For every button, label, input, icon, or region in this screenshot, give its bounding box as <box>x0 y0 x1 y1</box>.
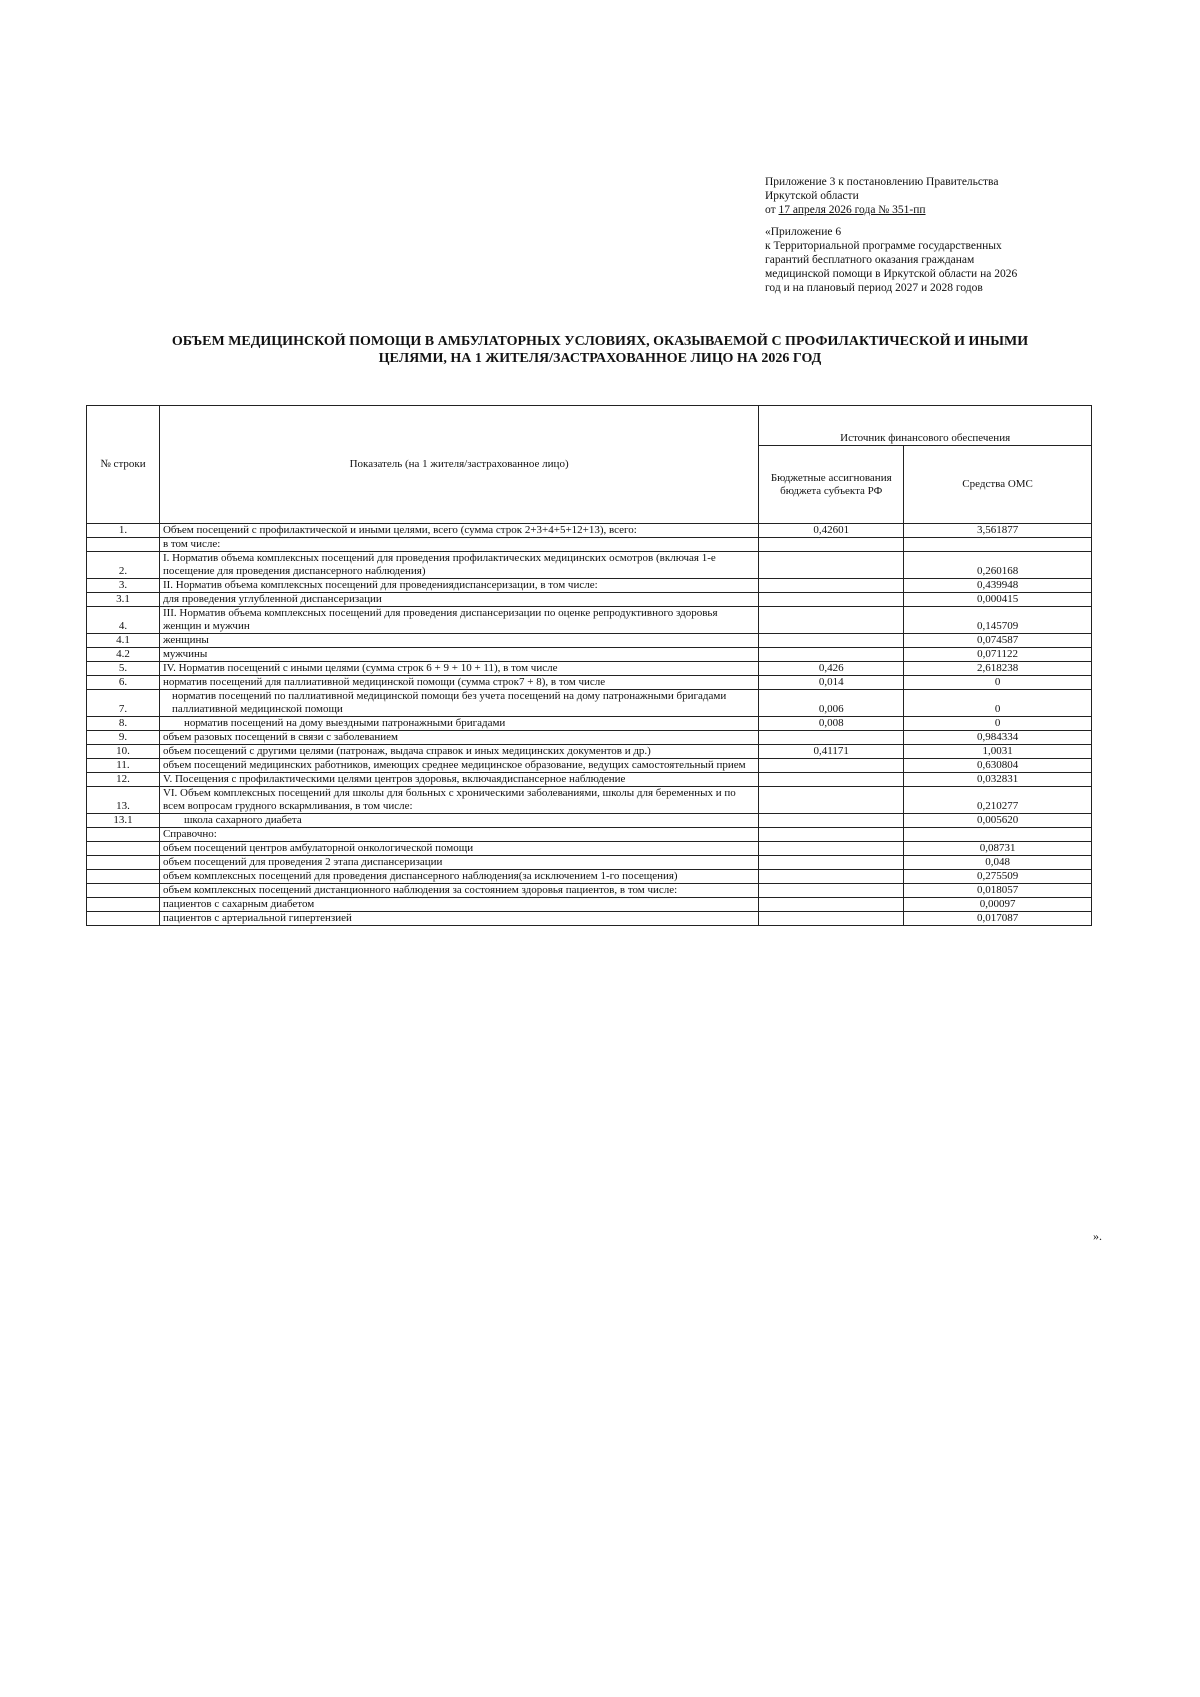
budget-value-cell <box>759 579 904 593</box>
row-number-cell: 3.1 <box>87 593 160 607</box>
row-number-cell <box>87 828 160 842</box>
row-number-cell: 6. <box>87 676 160 690</box>
annex-line <box>765 203 1095 217</box>
document-title <box>95 333 1105 367</box>
oms-value-cell: 0,017087 <box>904 912 1092 926</box>
annex-line: к Территориальной программе государственных <box>765 240 1002 252</box>
budget-value-cell: 0,006 <box>759 690 904 717</box>
table-row <box>87 912 1092 926</box>
oms-value-cell: 0,018057 <box>904 884 1092 898</box>
oms-value-cell: 0,074587 <box>904 634 1092 648</box>
oms-value-cell: 0,275509 <box>904 870 1092 884</box>
table-row <box>87 524 1092 538</box>
budget-value-cell <box>759 634 904 648</box>
header-budget: Бюджетные ассигнования бюджета субъекта РФ <box>759 446 904 524</box>
budget-value-cell <box>759 898 904 912</box>
row-number-cell <box>87 538 160 552</box>
table-row <box>87 856 1092 870</box>
budget-value-cell <box>759 856 904 870</box>
indicator-cell: норматив посещений для паллиативной медицинской помощи (сумма строк7 + 8), в том числе <box>159 676 758 690</box>
indicator-cell: объем посещений медицинских работников, имеющих среднее медицинское образование, ведущих самостоятельный прием <box>159 759 758 773</box>
budget-value-cell <box>759 912 904 926</box>
indicator-cell: женщины <box>159 634 758 648</box>
table-row <box>87 690 1092 717</box>
oms-value-cell: 2,618238 <box>904 662 1092 676</box>
row-number-cell: 4.2 <box>87 648 160 662</box>
indicator-cell: мужчины <box>159 648 758 662</box>
annex-line: медицинской помощи в Иркутской области на 2026 <box>765 268 1018 280</box>
oms-value-cell <box>904 828 1092 842</box>
row-number-cell: 11. <box>87 759 160 773</box>
budget-value-cell: 0,41171 <box>759 745 904 759</box>
oms-value-cell <box>904 538 1092 552</box>
row-number-cell: 12. <box>87 773 160 787</box>
oms-value-cell: 0,032831 <box>904 773 1092 787</box>
annex-line: «Приложение 6 <box>765 226 842 238</box>
table-row <box>87 787 1092 814</box>
header-source: Источник финансового обеспечения <box>759 406 1092 446</box>
annex-line: Иркутской области <box>765 190 859 202</box>
annex-line: гарантий бесплатного оказания гражданам <box>765 254 975 266</box>
row-number-cell: 1. <box>87 524 160 538</box>
budget-value-cell <box>759 773 904 787</box>
row-number-cell: 5. <box>87 662 160 676</box>
title-line: ЦЕЛЯМИ, НА 1 ЖИТЕЛЯ/ЗАСТРАХОВАННОЕ ЛИЦО НА 2026 ГОД <box>378 351 822 366</box>
indicator-cell: объем посещений для проведения 2 этапа диспансеризации <box>159 856 758 870</box>
table-row <box>87 828 1092 842</box>
oms-value-cell: 0,630804 <box>904 759 1092 773</box>
row-number-cell: 4.1 <box>87 634 160 648</box>
row-number-cell <box>87 912 160 926</box>
row-number-cell: 10. <box>87 745 160 759</box>
indicator-cell: пациентов с сахарным диабетом <box>159 898 758 912</box>
indicator-cell: объем комплексных посещений дистанционного наблюдения за состоянием здоровья пациентов, в том числе: <box>159 884 758 898</box>
oms-value-cell: 3,561877 <box>904 524 1092 538</box>
indicator-cell: объем посещений с другими целями (патронаж, выдача справок и иных медицинских документов и др.) <box>159 745 758 759</box>
indicator-cell: IV. Норматив посещений с иными целями (сумма строк 6 + 9 + 10 + 11), в том числе <box>159 662 758 676</box>
budget-value-cell <box>759 870 904 884</box>
header-row-no: № строки <box>87 406 160 524</box>
oms-value-cell: 0 <box>904 717 1092 731</box>
oms-value-cell: 0,439948 <box>904 579 1092 593</box>
budget-value-cell <box>759 842 904 856</box>
budget-value-cell <box>759 787 904 814</box>
table-row <box>87 607 1092 634</box>
budget-value-cell <box>759 814 904 828</box>
volume-table <box>86 405 1092 926</box>
row-number-cell <box>87 842 160 856</box>
annex-line: Приложение 3 к постановлению Правительства <box>765 176 999 188</box>
oms-value-cell: 0,000415 <box>904 593 1092 607</box>
row-number-cell: 13. <box>87 787 160 814</box>
annex-date-prefix: от <box>765 204 779 216</box>
budget-value-cell: 0,426 <box>759 662 904 676</box>
table-row <box>87 538 1092 552</box>
budget-value-cell <box>759 593 904 607</box>
table-row <box>87 759 1092 773</box>
table-row <box>87 676 1092 690</box>
row-number-cell: 8. <box>87 717 160 731</box>
table-row <box>87 884 1092 898</box>
table-row <box>87 898 1092 912</box>
indicator-cell: объем комплексных посещений для проведения диспансерного наблюдения(за исключением 1-го посещения) <box>159 870 758 884</box>
row-number-cell <box>87 898 160 912</box>
oms-value-cell: 1,0031 <box>904 745 1092 759</box>
indicator-cell: VI. Объем комплексных посещений для школы для больных с хроническими заболеваниями, школы для беременных и по всем вопросам грудного вскармливания, в том числе: <box>159 787 758 814</box>
oms-value-cell: 0,260168 <box>904 552 1092 579</box>
budget-value-cell: 0,014 <box>759 676 904 690</box>
indicator-cell: школа сахарного диабета <box>159 814 758 828</box>
header-oms: Средства ОМС <box>904 446 1092 524</box>
table-row <box>87 842 1092 856</box>
indicator-cell: для проведения углубленной диспансеризации <box>159 593 758 607</box>
table-row <box>87 731 1092 745</box>
table-row <box>87 579 1092 593</box>
row-number-cell: 13.1 <box>87 814 160 828</box>
table-row <box>87 634 1092 648</box>
oms-value-cell: 0,08731 <box>904 842 1092 856</box>
indicator-cell: Объем посещений с профилактической и иными целями, всего (сумма строк 2+3+4+5+12+13), всего: <box>159 524 758 538</box>
indicator-cell: объем разовых посещений в связи с заболеванием <box>159 731 758 745</box>
indicator-cell: Справочно: <box>159 828 758 842</box>
budget-value-cell: 0,008 <box>759 717 904 731</box>
table-row <box>87 870 1092 884</box>
budget-value-cell <box>759 731 904 745</box>
indicator-cell: объем посещений центров амбулаторной онкологической помощи <box>159 842 758 856</box>
table-row <box>87 717 1092 731</box>
oms-value-cell: 0,984334 <box>904 731 1092 745</box>
row-number-cell: 7. <box>87 690 160 717</box>
row-number-cell: 2. <box>87 552 160 579</box>
oms-value-cell: 0 <box>904 676 1092 690</box>
budget-value-cell <box>759 538 904 552</box>
indicator-cell: в том числе: <box>159 538 758 552</box>
row-number-cell: 9. <box>87 731 160 745</box>
indicator-cell: V. Посещения с профилактическими целями центров здоровья, включаядиспансерное наблюдение <box>159 773 758 787</box>
header-indicator: Показатель (на 1 жителя/застрахованное лицо) <box>159 406 758 524</box>
closing-quote: ». <box>1093 1229 1102 1243</box>
oms-value-cell: 0,005620 <box>904 814 1092 828</box>
annex-header <box>765 175 1095 295</box>
table-row <box>87 552 1092 579</box>
budget-value-cell <box>759 828 904 842</box>
annex-line: год и на плановый период 2027 и 2028 годов <box>765 282 983 294</box>
budget-value-cell <box>759 552 904 579</box>
budget-value-cell <box>759 648 904 662</box>
row-number-cell: 4. <box>87 607 160 634</box>
table-row <box>87 593 1092 607</box>
indicator-cell: III. Норматив объема комплексных посещений для проведения диспансеризации по оценке репродуктивного здоровья женщин и мужчин <box>159 607 758 634</box>
oms-value-cell: 0,145709 <box>904 607 1092 634</box>
row-number-cell <box>87 884 160 898</box>
budget-value-cell: 0,42601 <box>759 524 904 538</box>
indicator-cell: пациентов с артериальной гипертензией <box>159 912 758 926</box>
annex-date: 17 апреля 2026 года № 351-пп <box>778 204 926 216</box>
budget-value-cell <box>759 884 904 898</box>
table-row <box>87 662 1092 676</box>
row-number-cell: 3. <box>87 579 160 593</box>
title-line: ОБЪЕМ МЕДИЦИНСКОЙ ПОМОЩИ В АМБУЛАТОРНЫХ УСЛОВИЯХ, ОКАЗЫВАЕМОЙ С ПРОФИЛАКТИЧЕСКОЙ И ИНЫМИ <box>171 334 1029 349</box>
row-number-cell <box>87 856 160 870</box>
row-number-cell <box>87 870 160 884</box>
oms-value-cell: 0,071122 <box>904 648 1092 662</box>
table-row <box>87 745 1092 759</box>
indicator-cell: норматив посещений на дому выездными патронажными бригадами <box>159 717 758 731</box>
indicator-cell: I. Норматив объема комплексных посещений для проведения профилактических медицинских осмотров (включая 1-е посещение для проведения диспансерного наблюдения) <box>159 552 758 579</box>
indicator-cell: норматив посещений по паллиативной медицинской помощи без учета посещений на дому патронажными бригадами паллиативной медицинской помощи <box>159 690 758 717</box>
oms-value-cell: 0,00097 <box>904 898 1092 912</box>
oms-value-cell: 0 <box>904 690 1092 717</box>
oms-value-cell: 0,048 <box>904 856 1092 870</box>
table-row <box>87 814 1092 828</box>
indicator-cell: II. Норматив объема комплексных посещений для проведениядиспансеризации, в том числе: <box>159 579 758 593</box>
table-row <box>87 648 1092 662</box>
budget-value-cell <box>759 759 904 773</box>
budget-value-cell <box>759 607 904 634</box>
table-row <box>87 773 1092 787</box>
oms-value-cell: 0,210277 <box>904 787 1092 814</box>
